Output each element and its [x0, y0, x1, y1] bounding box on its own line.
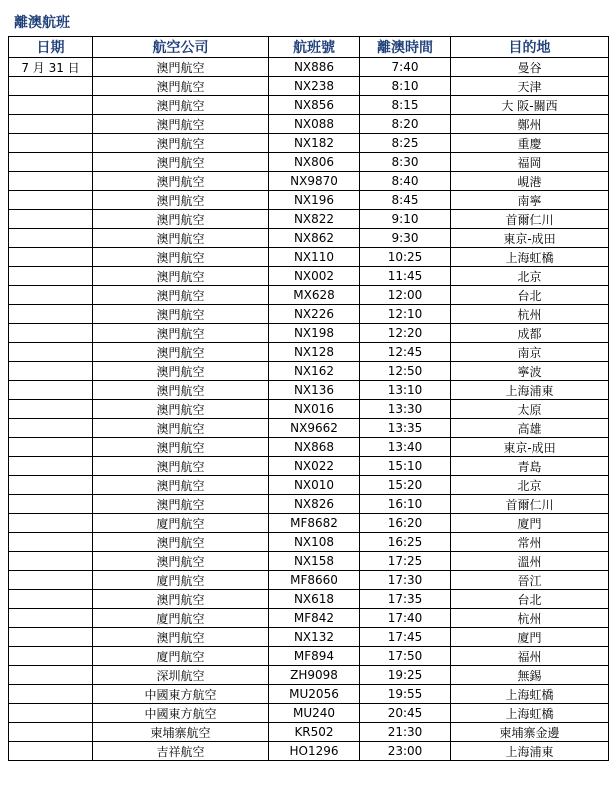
cell-departure-time: 8:40	[360, 172, 451, 191]
cell-flight-number: NX826	[269, 495, 360, 514]
cell-departure-time: 8:15	[360, 96, 451, 115]
cell-flight-number: NX132	[269, 628, 360, 647]
cell-flight-number: NX110	[269, 248, 360, 267]
table-row	[9, 419, 609, 438]
cell-flight-number: NX128	[269, 343, 360, 362]
cell-airline: 柬埔寨航空	[93, 723, 269, 742]
table-row	[9, 362, 609, 381]
cell-date	[9, 248, 93, 267]
cell-flight-number: NX158	[269, 552, 360, 571]
cell-destination: 南寧	[451, 191, 609, 210]
cell-destination: 台北	[451, 590, 609, 609]
cell-date	[9, 381, 93, 400]
table-row	[9, 267, 609, 286]
cell-flight-number: NX822	[269, 210, 360, 229]
cell-departure-time: 8:45	[360, 191, 451, 210]
table-row	[9, 115, 609, 134]
cell-flight-number: ZH9098	[269, 666, 360, 685]
table-row	[9, 210, 609, 229]
table-row	[9, 248, 609, 267]
cell-airline: 澳門航空	[93, 628, 269, 647]
cell-flight-number: NX862	[269, 229, 360, 248]
table-row	[9, 153, 609, 172]
cell-departure-time: 8:25	[360, 134, 451, 153]
cell-departure-time: 16:20	[360, 514, 451, 533]
cell-flight-number: NX022	[269, 457, 360, 476]
cell-date	[9, 267, 93, 286]
cell-flight-number: NX868	[269, 438, 360, 457]
table-row	[9, 495, 609, 514]
cell-flight-number: NX238	[269, 77, 360, 96]
cell-date	[9, 210, 93, 229]
cell-airline: 澳門航空	[93, 400, 269, 419]
cell-destination: 北京	[451, 476, 609, 495]
cell-destination: 無錫	[451, 666, 609, 685]
cell-flight-number: NX618	[269, 590, 360, 609]
table-row	[9, 134, 609, 153]
cell-date	[9, 305, 93, 324]
cell-departure-time: 19:55	[360, 685, 451, 704]
cell-destination: 東京-成田	[451, 229, 609, 248]
cell-date	[9, 552, 93, 571]
cell-flight-number: MF8682	[269, 514, 360, 533]
cell-date	[9, 362, 93, 381]
cell-airline: 澳門航空	[93, 58, 269, 77]
table-row	[9, 476, 609, 495]
cell-airline: 澳門航空	[93, 134, 269, 153]
cell-airline: 澳門航空	[93, 267, 269, 286]
cell-date	[9, 571, 93, 590]
cell-flight-number: MF894	[269, 647, 360, 666]
table-row	[9, 58, 609, 77]
cell-date	[9, 533, 93, 552]
cell-date	[9, 476, 93, 495]
cell-date	[9, 514, 93, 533]
cell-departure-time: 23:00	[360, 742, 451, 761]
cell-departure-time: 9:10	[360, 210, 451, 229]
cell-flight-number: NX010	[269, 476, 360, 495]
cell-departure-time: 13:30	[360, 400, 451, 419]
column-header-date: 日期	[9, 37, 93, 58]
cell-date	[9, 77, 93, 96]
cell-airline: 廈門航空	[93, 647, 269, 666]
table-row	[9, 685, 609, 704]
cell-airline: 深圳航空	[93, 666, 269, 685]
cell-flight-number: HO1296	[269, 742, 360, 761]
cell-airline: 澳門航空	[93, 77, 269, 96]
table-row	[9, 286, 609, 305]
cell-date	[9, 609, 93, 628]
cell-flight-number: NX002	[269, 267, 360, 286]
table-row	[9, 609, 609, 628]
cell-date: 7 月 31 日	[9, 58, 93, 77]
cell-airline: 澳門航空	[93, 96, 269, 115]
cell-destination: 柬埔寨金邊	[451, 723, 609, 742]
cell-flight-number: NX198	[269, 324, 360, 343]
cell-date	[9, 229, 93, 248]
cell-flight-number: KR502	[269, 723, 360, 742]
cell-flight-number: NX886	[269, 58, 360, 77]
cell-destination: 福岡	[451, 153, 609, 172]
cell-departure-time: 16:25	[360, 533, 451, 552]
cell-departure-time: 11:45	[360, 267, 451, 286]
column-header-departure-time: 離澳時間	[360, 37, 451, 58]
cell-departure-time: 17:35	[360, 590, 451, 609]
cell-airline: 澳門航空	[93, 419, 269, 438]
cell-destination: 首爾仁川	[451, 495, 609, 514]
cell-flight-number: MU2056	[269, 685, 360, 704]
cell-date	[9, 628, 93, 647]
table-row	[9, 305, 609, 324]
cell-flight-number: NX806	[269, 153, 360, 172]
cell-flight-number: NX9870	[269, 172, 360, 191]
table-row	[9, 343, 609, 362]
table-row	[9, 229, 609, 248]
cell-flight-number: MF842	[269, 609, 360, 628]
cell-departure-time: 8:10	[360, 77, 451, 96]
cell-date	[9, 647, 93, 666]
cell-departure-time: 17:25	[360, 552, 451, 571]
cell-flight-number: NX182	[269, 134, 360, 153]
cell-departure-time: 12:20	[360, 324, 451, 343]
table-row	[9, 96, 609, 115]
cell-destination: 大 阪-關西	[451, 96, 609, 115]
cell-airline: 澳門航空	[93, 115, 269, 134]
cell-airline: 澳門航空	[93, 362, 269, 381]
cell-departure-time: 13:40	[360, 438, 451, 457]
table-row	[9, 647, 609, 666]
cell-airline: 中國東方航空	[93, 685, 269, 704]
cell-airline: 澳門航空	[93, 438, 269, 457]
cell-airline: 澳門航空	[93, 495, 269, 514]
cell-date	[9, 742, 93, 761]
cell-departure-time: 8:30	[360, 153, 451, 172]
cell-destination: 上海浦東	[451, 742, 609, 761]
cell-flight-number: MX628	[269, 286, 360, 305]
cell-airline: 澳門航空	[93, 381, 269, 400]
cell-airline: 澳門航空	[93, 305, 269, 324]
cell-departure-time: 17:30	[360, 571, 451, 590]
cell-departure-time: 21:30	[360, 723, 451, 742]
column-header-airline: 航空公司	[93, 37, 269, 58]
cell-departure-time: 15:20	[360, 476, 451, 495]
table-row	[9, 77, 609, 96]
cell-destination: 上海虹橋	[451, 704, 609, 723]
cell-date	[9, 495, 93, 514]
cell-airline: 澳門航空	[93, 286, 269, 305]
cell-airline: 澳門航空	[93, 210, 269, 229]
cell-destination: 太原	[451, 400, 609, 419]
cell-date	[9, 134, 93, 153]
cell-destination: 上海虹橋	[451, 685, 609, 704]
cell-date	[9, 115, 93, 134]
cell-departure-time: 16:10	[360, 495, 451, 514]
cell-destination: 上海虹橋	[451, 248, 609, 267]
cell-airline: 廈門航空	[93, 609, 269, 628]
cell-flight-number: MF8660	[269, 571, 360, 590]
cell-departure-time: 12:10	[360, 305, 451, 324]
cell-airline: 廈門航空	[93, 514, 269, 533]
cell-departure-time: 15:10	[360, 457, 451, 476]
cell-airline: 澳門航空	[93, 343, 269, 362]
cell-flight-number: NX108	[269, 533, 360, 552]
table-row	[9, 324, 609, 343]
cell-destination: 杭州	[451, 609, 609, 628]
cell-destination: 峴港	[451, 172, 609, 191]
cell-destination: 北京	[451, 267, 609, 286]
cell-airline: 澳門航空	[93, 248, 269, 267]
table-row	[9, 457, 609, 476]
cell-destination: 東京-成田	[451, 438, 609, 457]
cell-destination: 廈門	[451, 628, 609, 647]
cell-airline: 澳門航空	[93, 533, 269, 552]
cell-departure-time: 12:00	[360, 286, 451, 305]
cell-destination: 首爾仁川	[451, 210, 609, 229]
cell-date	[9, 400, 93, 419]
cell-departure-time: 13:10	[360, 381, 451, 400]
cell-destination: 成都	[451, 324, 609, 343]
cell-date	[9, 191, 93, 210]
cell-departure-time: 20:45	[360, 704, 451, 723]
cell-airline: 澳門航空	[93, 476, 269, 495]
cell-flight-number: NX226	[269, 305, 360, 324]
cell-departure-time: 12:45	[360, 343, 451, 362]
cell-destination: 重慶	[451, 134, 609, 153]
cell-airline: 廈門航空	[93, 571, 269, 590]
table-row	[9, 533, 609, 552]
cell-flight-number: NX136	[269, 381, 360, 400]
cell-date	[9, 666, 93, 685]
cell-date	[9, 685, 93, 704]
table-row	[9, 590, 609, 609]
cell-airline: 澳門航空	[93, 229, 269, 248]
cell-destination: 台北	[451, 286, 609, 305]
table-row	[9, 172, 609, 191]
page-title: 離澳航班	[14, 15, 70, 31]
table-row	[9, 628, 609, 647]
cell-flight-number: NX016	[269, 400, 360, 419]
cell-destination: 曼谷	[451, 58, 609, 77]
cell-date	[9, 286, 93, 305]
cell-destination: 南京	[451, 343, 609, 362]
cell-date	[9, 343, 93, 362]
cell-date	[9, 457, 93, 476]
table-row	[9, 438, 609, 457]
cell-airline: 澳門航空	[93, 590, 269, 609]
cell-date	[9, 438, 93, 457]
table-row	[9, 723, 609, 742]
table-row	[9, 381, 609, 400]
cell-departure-time: 17:45	[360, 628, 451, 647]
departures-table	[8, 36, 609, 761]
cell-airline: 澳門航空	[93, 552, 269, 571]
cell-date	[9, 96, 93, 115]
cell-departure-time: 8:20	[360, 115, 451, 134]
cell-destination: 上海浦東	[451, 381, 609, 400]
table-row	[9, 191, 609, 210]
table-row	[9, 571, 609, 590]
cell-destination: 常州	[451, 533, 609, 552]
cell-destination: 福州	[451, 647, 609, 666]
cell-date	[9, 704, 93, 723]
table-row	[9, 552, 609, 571]
column-header-destination: 目的地	[451, 37, 609, 58]
cell-flight-number: NX196	[269, 191, 360, 210]
cell-destination: 溫州	[451, 552, 609, 571]
cell-departure-time: 17:40	[360, 609, 451, 628]
cell-destination: 廈門	[451, 514, 609, 533]
cell-airline: 澳門航空	[93, 153, 269, 172]
cell-airline: 中國東方航空	[93, 704, 269, 723]
cell-destination: 鄭州	[451, 115, 609, 134]
table-row	[9, 666, 609, 685]
column-header-flight-number: 航班號	[269, 37, 360, 58]
cell-flight-number: NX9662	[269, 419, 360, 438]
cell-flight-number: NX088	[269, 115, 360, 134]
cell-departure-time: 17:50	[360, 647, 451, 666]
cell-destination: 寧波	[451, 362, 609, 381]
cell-flight-number: MU240	[269, 704, 360, 723]
cell-date	[9, 419, 93, 438]
cell-date	[9, 153, 93, 172]
cell-destination: 天津	[451, 77, 609, 96]
cell-destination: 杭州	[451, 305, 609, 324]
cell-flight-number: NX162	[269, 362, 360, 381]
table-row	[9, 514, 609, 533]
table-header-row	[9, 37, 609, 58]
cell-airline: 澳門航空	[93, 172, 269, 191]
table-row	[9, 400, 609, 419]
cell-departure-time: 9:30	[360, 229, 451, 248]
cell-destination: 高雄	[451, 419, 609, 438]
cell-airline: 吉祥航空	[93, 742, 269, 761]
cell-departure-time: 13:35	[360, 419, 451, 438]
cell-date	[9, 590, 93, 609]
cell-departure-time: 19:25	[360, 666, 451, 685]
cell-date	[9, 324, 93, 343]
table-row	[9, 704, 609, 723]
cell-date	[9, 723, 93, 742]
cell-airline: 澳門航空	[93, 191, 269, 210]
cell-departure-time: 10:25	[360, 248, 451, 267]
cell-airline: 澳門航空	[93, 324, 269, 343]
cell-departure-time: 7:40	[360, 58, 451, 77]
cell-airline: 澳門航空	[93, 457, 269, 476]
cell-date	[9, 172, 93, 191]
cell-departure-time: 12:50	[360, 362, 451, 381]
table-row	[9, 742, 609, 761]
cell-flight-number: NX856	[269, 96, 360, 115]
cell-destination: 青島	[451, 457, 609, 476]
cell-destination: 晉江	[451, 571, 609, 590]
